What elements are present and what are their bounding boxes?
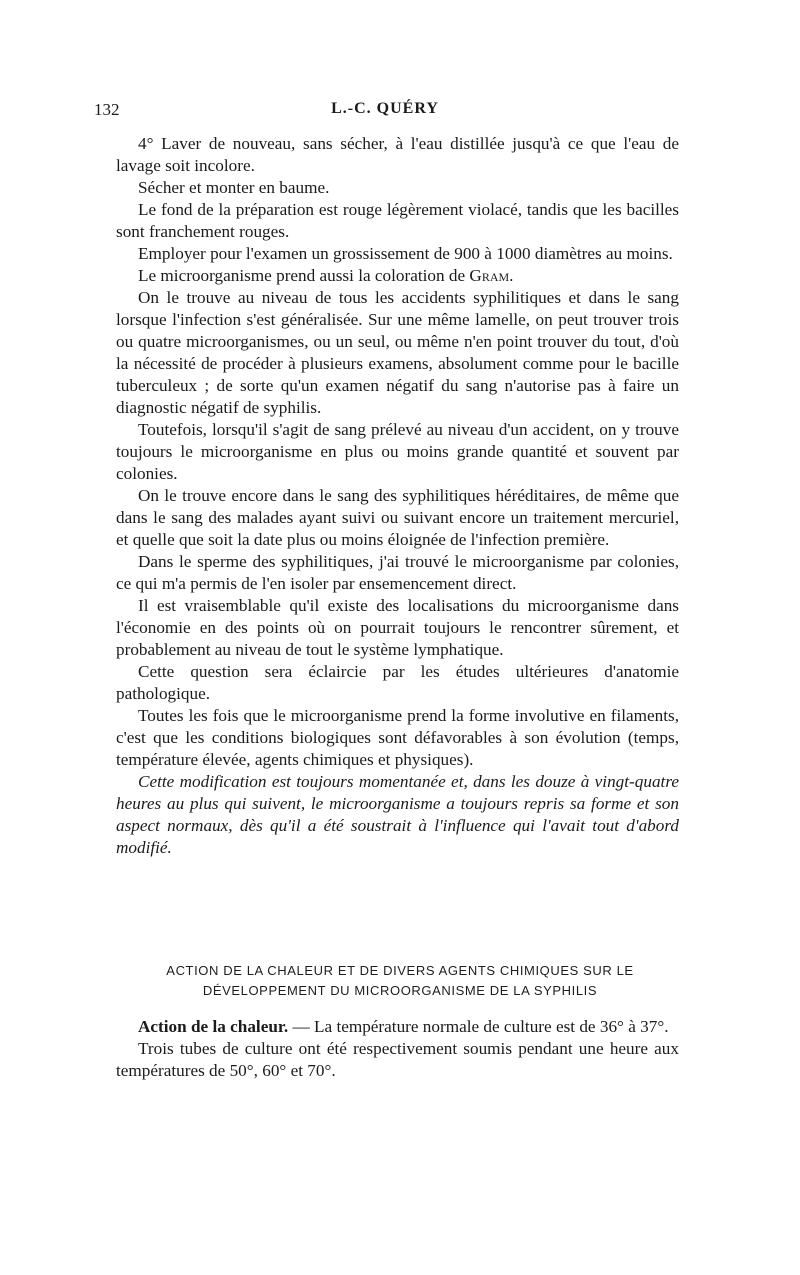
paragraph: Dans le sperme des syphilitiques, j'ai trouvé le microorganisme par colonies, ce qui m'a permis de l'en isoler par ensemencement direct.	[116, 552, 679, 593]
main-text	[116, 133, 679, 859]
page-header	[94, 100, 676, 126]
paragraph: Trois tubes de culture ont été respectivement soumis pendant une heure aux températures de 50°, 60° et 70°.	[116, 1039, 679, 1080]
section-heading-line: ACTION DE LA CHALEUR ET DE DIVERS AGENTS CHIMIQUES SUR LE	[166, 963, 634, 978]
paragraph: Toutes les fois que le microorganisme prend la forme involutive en filaments, c'est que les conditions biologiques sont défavorables à son évolution (temps, température élevée, agents chimiques et physiques).	[116, 706, 679, 769]
run-in-heading: Action de la chaleur.	[138, 1017, 289, 1036]
gram-period: .	[509, 266, 514, 285]
gram-name: Gram	[469, 266, 510, 285]
paragraph: Employer pour l'examen un grossissement de 900 à 1000 diamètres au moins.	[138, 244, 673, 263]
italic-paragraph: Cette modification est toujours momentanée et, dans les douze à vingt-quatre heures au plus qui suivent, le microorganisme a toujours repris sa forme et son aspect normaux, dès qu'il a été soustrait à l'influence qui l'avait tout d'abord modifié.	[116, 772, 679, 857]
section-heading-line: DÉVELOPPEMENT DU MICROORGANISME DE LA SYPHILIS	[202, 983, 598, 998]
paragraph: Toutefois, lorsqu'il s'agit de sang prélevé au niveau d'un accident, on y trouve toujours le microorganisme en plus ou moins grande quantité et souvent par colonies.	[116, 420, 679, 483]
paragraph: Il est vraisemblable qu'il existe des localisations du microorganisme dans l'économie en des points où on pourrait toujours le rencontrer sûrement, et probablement au niveau de tout le système lymphatique.	[116, 596, 679, 659]
paragraph-rest: — La température normale de culture est de 36° à 37°.	[288, 1017, 669, 1036]
paragraph: Cette question sera éclaircie par les études ultérieures d'anatomie pathologique.	[116, 662, 679, 703]
paragraph: Le fond de la préparation est rouge légèrement violacé, tandis que les bacilles sont franchement rouges.	[116, 200, 679, 241]
paragraph-gram	[116, 265, 679, 287]
section-text	[116, 1016, 679, 1082]
page-number: 132	[94, 100, 120, 119]
paragraph-heat	[116, 1016, 679, 1038]
gram-sentence: Le microorganisme prend aussi la coloration de	[138, 266, 466, 285]
paragraph: On le trouve au niveau de tous les accidents syphilitiques et dans le sang lorsque l'infection s'est généralisée. Sur une même lamelle, on peut trouver trois ou quatre microorganismes, ou un seul, ou même n'en point trouver du tout, d'où la nécessité de procéder à plusieurs examens, absolument comme pour le bacille tuberculeux ; de sorte qu'un examen négatif du sang n'autorise pas à faire un diagnostic négatif de syphilis.	[116, 288, 679, 417]
paragraph: On le trouve encore dans le sang des syphilitiques héréditaires, de même que dans le sang des malades ayant suivi ou suivant encore un traitement mercuriel, et quelle que soit la date plus ou moins éloignée de l'infection première.	[116, 486, 679, 549]
paragraph: Sécher et monter en baume.	[138, 178, 330, 197]
section-heading	[100, 961, 700, 1001]
running-title: L.-C. QUÉRY	[331, 100, 439, 117]
paragraph: 4° Laver de nouveau, sans sécher, à l'eau distillée jusqu'à ce que l'eau de lavage soit incolore.	[116, 134, 679, 175]
